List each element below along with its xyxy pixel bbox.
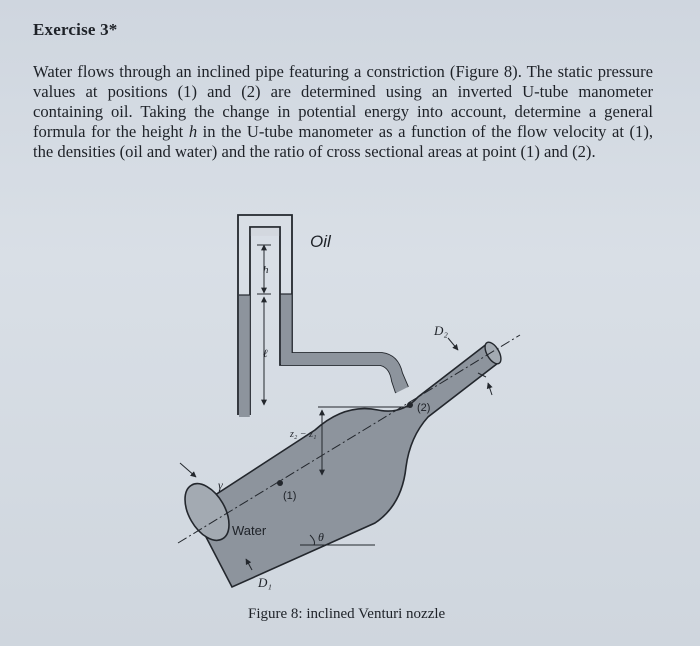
point-2-marker <box>407 402 413 408</box>
exercise-title: Exercise 3* <box>33 20 118 39</box>
label-theta: θ <box>318 530 324 544</box>
venturi-figure <box>170 205 530 605</box>
label-d1: D₁ <box>258 575 272 590</box>
label-h: h <box>263 264 269 276</box>
problem-statement <box>33 62 653 162</box>
d1-leader-top <box>180 463 196 477</box>
d2-leader-top <box>448 338 458 350</box>
problem-text-part-1: Water flows through an inclined pipe featuring a constriction (Figure 8). The static pressure values at positions (1) and (2) are determined using an inverted U-tube manometer containing oil. Taking the change in potential energy into account, determine a general formula for the height <box>33 62 653 141</box>
water-column-right <box>281 294 292 353</box>
label-oil: Oil <box>310 232 331 251</box>
label-point-1: (1) <box>283 490 297 502</box>
label-point-2: (2) <box>417 402 431 414</box>
label-gamma: γ <box>218 478 223 492</box>
inclined-pipe <box>176 340 504 587</box>
label-water: Water <box>232 523 267 538</box>
venturi-diagram <box>170 205 530 605</box>
manometer-inner-wall <box>250 227 396 415</box>
d2-leader-bottom <box>488 383 492 395</box>
figure-caption: Figure 8: inclined Venturi nozzle <box>248 606 446 622</box>
label-d2: D₂ <box>434 323 448 338</box>
oil-fill-top <box>251 228 279 236</box>
point-1-marker <box>277 480 283 486</box>
label-l: ℓ <box>263 348 268 360</box>
variable-h: h <box>188 122 198 141</box>
problem-text-part-2: in the U-tube manometer as a function of the flow velocity at (1), the densities (oil and water) and the ratio of cross sectional areas at point (1) and (2). <box>33 122 653 161</box>
water-column-left <box>239 295 250 417</box>
label-z-difference: z₂ − z₁ <box>290 429 317 440</box>
